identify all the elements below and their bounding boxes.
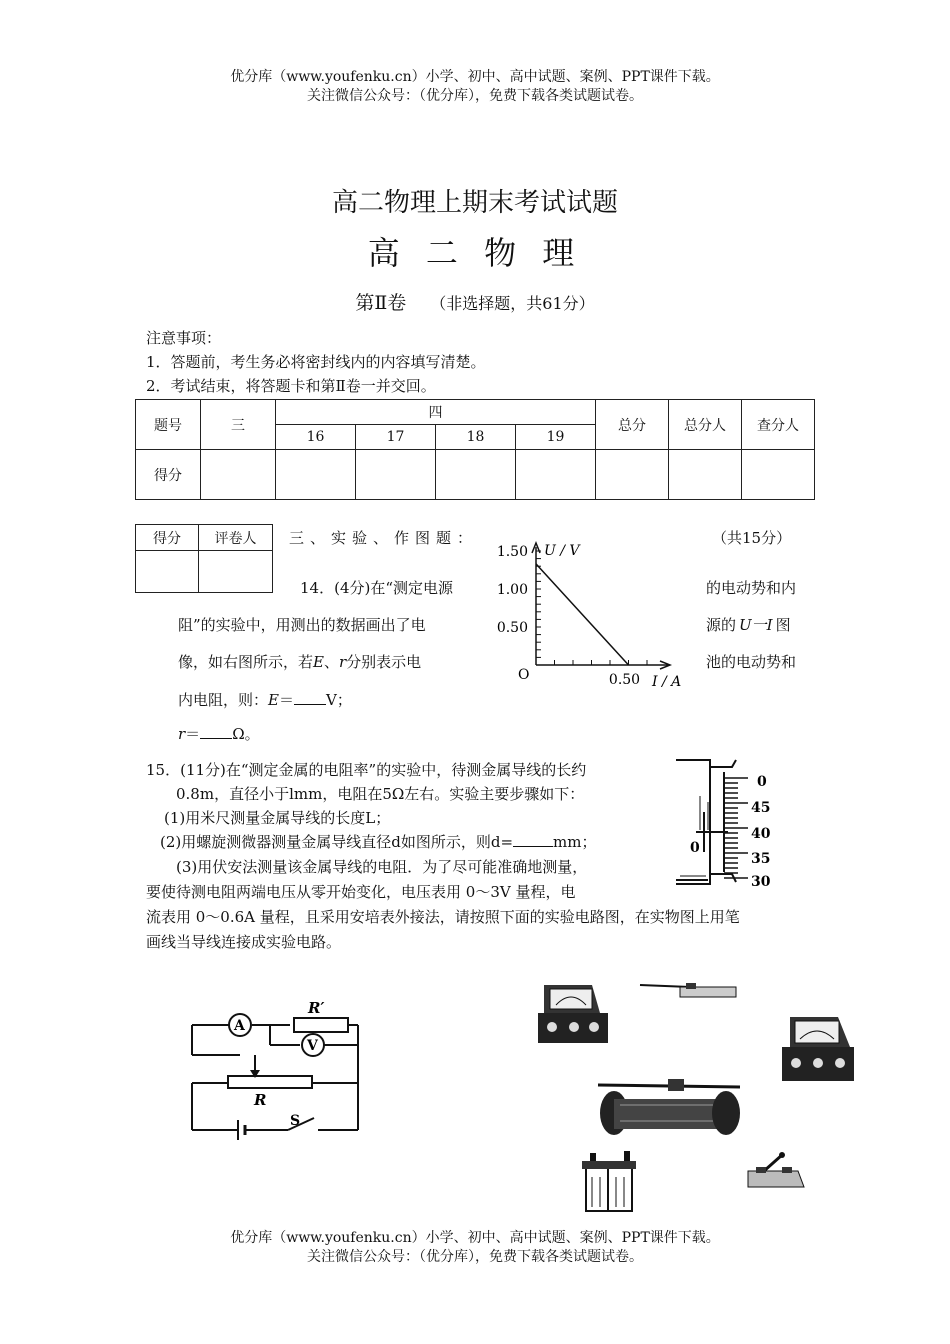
voltmeter-device xyxy=(782,1017,854,1081)
q15-line1: 15．(11分)在“测定金属的电阻率”的实验中，待测金属导线的长约 xyxy=(146,761,587,779)
q15-line6: 要使待测电阻两端电压从零开始变化，电压表用 0～3V 量程，电 xyxy=(146,883,576,901)
score-cell-17[interactable] xyxy=(356,450,436,500)
score-table xyxy=(135,399,815,500)
grader-box xyxy=(135,524,273,593)
switch-label: S xyxy=(290,1113,301,1129)
volume-label: 第Ⅱ卷 xyxy=(355,292,407,314)
x-tick-label: 0.50 xyxy=(608,672,641,688)
question-19: 19 xyxy=(516,425,596,450)
notes-item-1: 1．答题前，考生务必将密封线内的内容填写清楚。 xyxy=(146,353,486,371)
section4-header: 四 xyxy=(276,400,596,425)
grader-label: 评卷人 xyxy=(199,525,273,551)
question-18: 18 xyxy=(436,425,516,450)
y-tick-label: 1.00 xyxy=(496,582,528,598)
score-label: 得分 xyxy=(136,450,201,500)
y-axis-label: U / V xyxy=(544,543,580,559)
grader-name-cell[interactable] xyxy=(199,551,273,593)
q14-line4: 内电阻，则：E＝ V； xyxy=(178,691,352,709)
scale-40: 40 xyxy=(751,826,771,842)
q15-line2: 0.8m，直径小于lmm，电阻在5Ω左右。实验主要步骤如下： xyxy=(176,785,585,803)
y-tick-label: 1.50 xyxy=(496,544,528,560)
grader-score-label: 得分 xyxy=(136,525,199,551)
voltmeter-label: V xyxy=(307,1038,318,1054)
q15-step1: (1)用米尺测量金属导线的长度L； xyxy=(164,809,391,827)
rheostat-device xyxy=(598,1079,740,1135)
grader-score-cell[interactable] xyxy=(136,551,199,593)
score-cell-3[interactable] xyxy=(201,450,276,500)
ui-chart xyxy=(490,535,690,690)
score-cell-total[interactable] xyxy=(596,450,669,500)
q14-line2a: 阻”的实验中，用测出的数据画出了电 xyxy=(178,616,426,634)
y-tick-label: 0.50 xyxy=(496,620,528,636)
notes-heading: 注意事项： xyxy=(146,329,222,347)
battery-device xyxy=(582,1151,636,1211)
q14-line1b: 的电动势和内 xyxy=(706,579,797,597)
q14-line3: 像，如右图所示，若E、r分别表示电 xyxy=(178,653,422,671)
score-cell-16[interactable] xyxy=(276,450,356,500)
series-line xyxy=(536,564,629,665)
score-cell-total-person[interactable] xyxy=(669,450,742,500)
q15-line7: 流表用 0～0.6A 量程，且采用安培表外接法，请按照下面的实验电路图，在实物图上用笔 xyxy=(146,908,740,926)
rheostat xyxy=(228,1076,312,1088)
section3-points: （共15分） xyxy=(712,529,792,547)
checker-header: 查分人 xyxy=(742,400,815,450)
section3-header: 三 xyxy=(201,400,276,450)
score-cell-checker[interactable] xyxy=(742,450,815,500)
q14-line1a: 14．(4分)在“测定电源 xyxy=(300,579,454,597)
answer-blank-E[interactable] xyxy=(294,690,326,705)
q15-step3: (3)用伏安法测量该金属导线的电阻．为了尽可能准确地测量， xyxy=(176,858,588,876)
q15-step2: (2)用螺旋测微器测量金属导线直径d如图所示，则d= mm； xyxy=(160,833,597,851)
header-line-1: 优分库（www.youfenku.cn）小学、初中、高中试题、案例、PPT课件下载。 xyxy=(230,69,720,85)
total-person-header: 总分人 xyxy=(669,400,742,450)
question-16: 16 xyxy=(276,425,356,450)
volume-note: （非选择题，共61分） xyxy=(430,294,595,313)
score-cell-19[interactable] xyxy=(516,450,596,500)
micrometer-figure xyxy=(670,752,800,892)
main-scale-zero: 0 xyxy=(690,840,700,856)
row-label: 题号 xyxy=(136,400,201,450)
q14-line5: r＝ Ω。 xyxy=(178,725,260,743)
subject-title: 高 二 物 理 xyxy=(367,234,583,272)
ammeter-device xyxy=(538,985,608,1043)
apparatus-figure xyxy=(520,975,865,1215)
knife-switch-top xyxy=(640,983,736,997)
score-cell-18[interactable] xyxy=(436,450,516,500)
q14-line2: 源的 U一I 图 xyxy=(706,616,791,634)
answer-blank-d[interactable] xyxy=(513,832,553,847)
origin-label: O xyxy=(518,667,530,683)
header-line-2: 关注微信公众号：（优分库），免费下载各类试题试卷。 xyxy=(307,88,643,104)
page-title: 高二物理上期末考试试题 xyxy=(331,188,618,218)
scale-30: 30 xyxy=(751,874,771,890)
resistor-x-label: R′ xyxy=(308,999,325,1017)
volume-title xyxy=(0,288,950,315)
scale-35: 35 xyxy=(751,851,771,867)
x-axis-label: I / A xyxy=(652,674,682,690)
notes-item-2: 2．考试结束，将答题卡和第Ⅱ卷一并交回。 xyxy=(146,377,436,395)
question-17: 17 xyxy=(356,425,436,450)
resistor-x xyxy=(294,1018,348,1032)
section3-title: 三、实验、作图题： xyxy=(289,529,479,547)
circuit-diagram xyxy=(180,990,370,1150)
footer-line-2: 关注微信公众号：（优分库），免费下载各类试题试卷。 xyxy=(307,1249,643,1265)
scale-0: 0 xyxy=(757,774,767,790)
ammeter-label: A xyxy=(234,1018,245,1034)
footer-line-1: 优分库（www.youfenku.cn）小学、初中、高中试题、案例、PPT课件下载。 xyxy=(230,1230,720,1246)
scale-45: 45 xyxy=(751,800,771,816)
rheostat-label: R xyxy=(254,1091,267,1109)
small-switch-device xyxy=(748,1152,804,1187)
total-header: 总分 xyxy=(596,400,669,450)
answer-blank-r[interactable] xyxy=(200,724,232,739)
q15-line8: 画线当导线连接成实验电路。 xyxy=(146,933,342,951)
q14-line3f: 池的电动势和 xyxy=(706,653,797,671)
